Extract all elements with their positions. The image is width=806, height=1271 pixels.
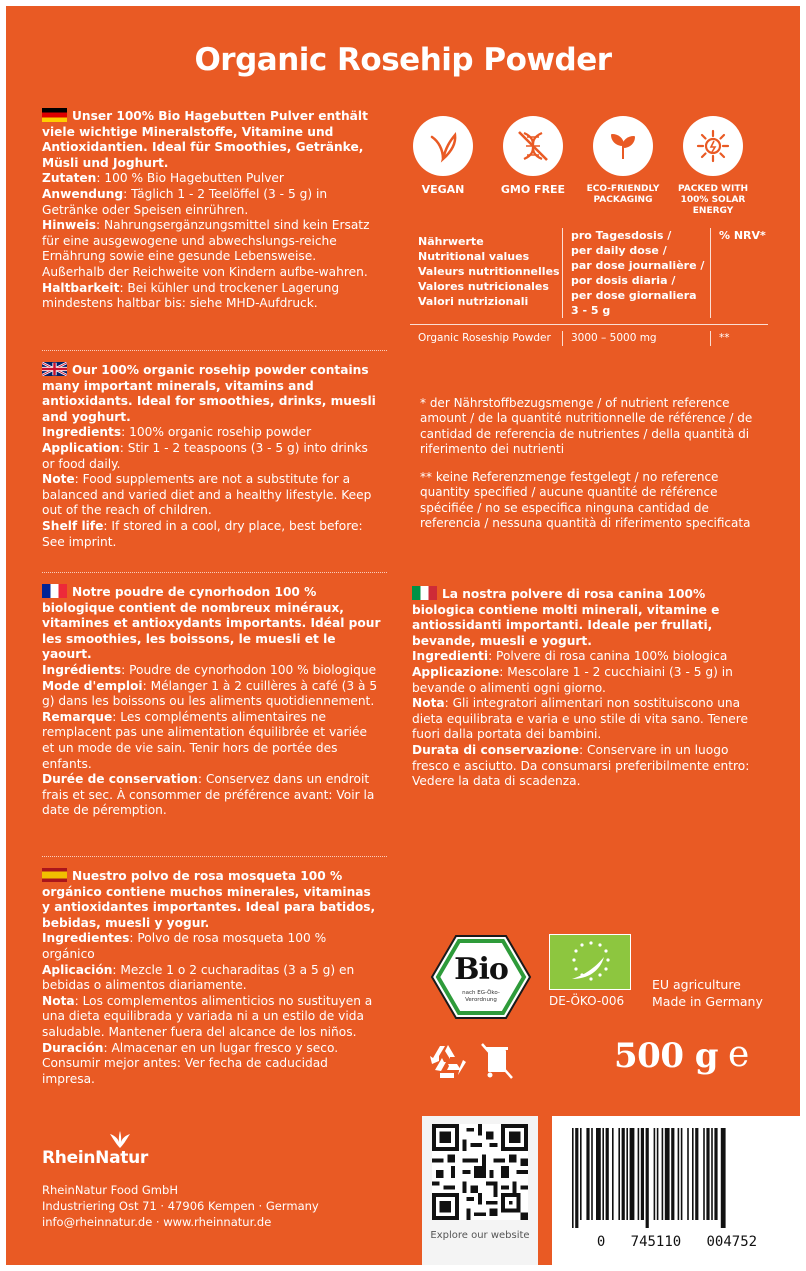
barcode-bar [606,1128,609,1220]
barcode-bar [596,1128,601,1220]
divider [42,572,387,573]
ingredients-label: Ingredients [42,425,122,440]
barcode-panel [552,1116,800,1265]
intro-text: La nostra polvere di rosa canina 100% biologica contiene molti minerali, vitamine e antiossidanti importanti. Ideale per frullati, bevande, muesli e yogurt. [412,587,720,648]
german-flag-icon [42,108,67,122]
shelf-text: : Conservez dans un endroit frais et sec. À consommer de préférence avant: Voir la date de péremption. [42,772,375,818]
usage-label: Mode d'emploi [42,678,143,693]
dna-crossed-icon [514,127,552,165]
ingredients-label: Ingredienti [412,649,489,664]
nutrition-header-nrv: % NRV* [710,228,768,318]
note-label: Nota [412,696,445,711]
barcode-bar [687,1128,689,1220]
nutrition-header-label: Nährwerte Nutritional values Valeurs nutritionnelles Valores nutricionales Valori nutrizionali [418,235,560,308]
nutrient-nrv: ** [710,331,768,346]
barcode-bar [575,1128,578,1228]
eco-packaging-badge [582,116,664,206]
nutrient-name: Organic Roseship Powder [418,332,551,344]
badge-label: PACKED WITH 100% SOLAR ENERGY [677,184,748,216]
intro-text: Nuestro polvo de rosa mosqueta 100 % orgánico contiene muchos minerales, vitaminas y antioxidantes importantes. Ideal para batidos, bebidas, muesli y yogur. [42,869,376,930]
french-flag-icon [42,584,67,598]
divider [42,350,387,351]
barcode-bar [706,1128,709,1220]
usage-text: : Mescolare 1 - 2 cucchiaini (3 - 5 g) in bevande o alimenti ogni giorno. [412,664,733,695]
shelf-text: : Bei kühler und trockener Lagerung mindestens haltbar bis: siehe MHD-Aufdruck. [42,280,340,311]
bio-seal [430,934,532,1020]
origin-info [652,976,763,1010]
barcode-bar [665,1128,670,1220]
note-text: : Nahrungsergänzungsmittel sind kein Ersatz für eine ausgewogene und abwechslungs-reiche Ernährung sowie eine gesunde Lebensweise. Außerhalb der Reichweite von Kindern aufbe-wahren. [42,218,370,279]
page-title: Organic Rosehip Powder [194,42,612,78]
ingredients-text: : Polvo de rosa mosqueta 100 % orgánico [42,931,327,961]
net-weight: 500 g [614,1036,719,1076]
shelf-text: : Conservare in un luogo fresco e asciutto. Da consumarsi preferibilmente entro: Vedere la data di scadenza. [412,742,750,789]
barcode-bar [662,1128,664,1220]
barcode-bar [671,1128,674,1220]
section-it [412,586,768,790]
spanish-flag-icon [42,868,67,882]
qr-caption: Explore our website [430,1230,530,1241]
nutrition-table [410,228,768,356]
intro-text: Unser 100% Bio Hagebutten Pulver enthält viele wichtige Mineralstoffe, Vitamine und Antioxidantien. Ideal für Smoothies, Getränke, Müsli und Joghurt. [42,109,368,170]
usage-text: : Mélanger 1 à 2 cuillères à café (3 à 5 g) dans les boissons ou les aliments quotidiennement. [42,678,378,709]
barcode-bar [602,1128,604,1220]
note-text: : Los complementos alimenticios no sustituyen a una dieta equilibrada y variada ni a un estilo de vida saludable. Mantener fuera del alcance de los niños. [42,993,373,1039]
barcode-bar [641,1128,644,1220]
barcode-icon [570,1128,784,1228]
ingredients-label: Zutaten [42,171,97,186]
product-label [6,6,800,1265]
note-text: : Food supplements are not a substitute for a balanced and varied diet and a healthy lifestyle. Keep out of the reach of children. [42,472,372,518]
company-address: Industriering Ost 71 · 47906 Kempen · Germany [42,1199,319,1213]
barcode-bar [654,1128,656,1220]
recycle-icon [428,1042,468,1080]
usage-label: Applicazione [412,664,500,679]
barcode-bar [591,1128,593,1220]
eu-control-code: DE-ÖKO-006 [549,994,625,1008]
eu-leaf-icon [550,935,632,991]
qr-code-icon [432,1124,528,1220]
sun-icon [695,128,731,164]
note-text: : Les compléments alimentaires ne remplacent pas une alimentation équilibrée et variée et un mode de vie sain. Tenir hors de portée des enfants. [42,709,368,771]
barcode-bar [711,1128,713,1220]
nutrient-amount: 3000 – 5000 mg [562,331,710,346]
note-label: Remarque [42,709,113,724]
ingredients-label: Ingrédients [42,662,122,677]
usage-label: Application [42,440,120,455]
shelf-label: Shelf life [42,518,104,533]
shelf-text: : Almacenar en un lugar fresco y seco. Consumir mejor antes: Ver fecha de caducidad impresa. [42,1040,339,1086]
nutrition-header-dose: pro Tagesdosis / per daily dose / par dose journalière / por dosis diaria / per dose giornaliera 3 - 5 g [562,228,710,318]
brand-logo [42,1134,148,1168]
ingredients-text: : Polvere di rosa canina 100% biologica [488,649,728,664]
shelf-label: Durée de conservation [42,772,198,787]
divider [42,856,387,857]
barcode-bar [586,1128,589,1220]
solar-energy-badge [672,116,754,217]
company-name: RheinNatur Food GmbH [42,1183,178,1197]
brand-name: RheinNatur [42,1148,148,1168]
vegan-badge [402,116,484,195]
section-fr [42,584,382,819]
footnote-no-reference: ** keine Referenzmenge festgelegt / no reference quantity specified / aucune quantité de référence spécifiée / no se especifica ninguna cantidad de referencia / nessuna quantità di riferimento specificata [420,470,751,531]
badge-label: VEGAN [421,183,465,196]
barcode-number: 0 745110 004752 [596,1234,758,1250]
company-contact: info@rheinnatur.de · www.rheinnatur.de [42,1215,272,1229]
badge-label: ECO-FRIENDLY PACKAGING [586,184,660,205]
usage-label: Anwendung [42,186,124,201]
barcode-bar [692,1128,694,1220]
barcode-bar [678,1128,680,1220]
nutrition-header [410,228,768,325]
footnote-nrv: * der Nährstoffbezugsmenge / of nutrient reference amount / de la quantité nutritionnelle de référence / de cantidad de referencia de nutrientes / della quantità di riferimento dei nutrienti [420,396,753,457]
italian-flag-icon [412,586,437,600]
usage-label: Aplicación [42,962,113,977]
estimated-sign: e [728,1034,750,1075]
section-es [42,868,382,1087]
sprout-icon [606,129,640,163]
section-en [42,362,382,550]
qr-code-panel [422,1116,538,1265]
table-row [410,325,768,356]
note-label: Note [42,472,75,487]
ingredients-label: Ingredientes [42,931,130,946]
barcode-bar [572,1128,574,1228]
shelf-label: Durata di conservazione [412,742,580,757]
barcode-bar [681,1128,683,1220]
company-info [42,1182,382,1230]
shelf-label: Duración [42,1040,104,1055]
intro-text: Notre poudre de cynorhodon 100 % biologique contient de nombreux minéraux, vitamines et antioxydants importants. Idéal pour les smoothies, les boissons, le muesli et le yaourt. [42,585,381,662]
intro-text: Our 100% organic rosehip powder contains many important minerals, vitamins and antioxidants. Ideal for smoothies, drinks, muesli and yoghurt. [42,363,376,424]
bio-seal-text: Bio [454,952,508,987]
barcode-bar [622,1128,625,1220]
section-de [42,108,382,312]
barcode-bar [657,1128,659,1220]
made-in-text: Made in Germany [652,994,763,1009]
ingredients-text: : Poudre de cynorhodon 100 % biologique [121,662,377,677]
note-label: Hinweis [42,218,97,233]
qr-code [432,1124,528,1220]
barcode-bar [612,1128,614,1220]
gmo-free-badge [492,116,574,195]
shelf-text: : If stored in a cool, dry place, best before: See imprint. [42,518,363,549]
bio-seal-subtext: nach EG-Öko-Verordnung [462,990,500,1003]
barcode-bar [626,1128,628,1220]
barcode-bar [630,1128,635,1220]
eu-organic-logo [549,934,631,990]
eu-agriculture-text: EU agriculture [652,977,741,992]
uk-flag-icon [42,362,67,376]
leaf-icon [426,129,460,163]
barcode-bar [638,1128,640,1220]
barcode-bar [714,1128,717,1220]
barcode-bar [703,1128,705,1220]
shelf-label: Haltbarkeit [42,280,120,295]
leaf-icon [90,1130,150,1150]
note-label: Nota [42,993,75,1008]
barcode-bar [618,1128,620,1220]
usage-text: : Stir 1 - 2 teaspoons (3 - 5 g) into drinks or food daily. [42,440,368,471]
barcode-bar [646,1128,649,1228]
barcode-bar [721,1128,726,1228]
ingredients-text: : 100% organic rosehip powder [121,425,312,440]
badge-label: GMO FREE [500,183,566,196]
ingredients-text: : 100 % Bio Hagebutten Pulver [96,171,284,186]
usage-text: : Mezcle 1 o 2 cucharaditas (3 a 5 g) en bebidas o alimentos diariamente. [42,962,355,993]
trash-bin-icon [480,1042,514,1080]
barcode-bar [695,1128,698,1220]
usage-text: : Täglich 1 - 2 Teelöffel (3 - 5 g) in Getränke oder Speisen einrühren. [42,186,328,217]
barcode-bar [580,1128,582,1220]
note-text: : Gli integratori alimentari non sostituiscono una dieta equilibrata e varia e uno stile di vita sano. Tenere fuori dalla portata dei bambini. [412,696,748,742]
